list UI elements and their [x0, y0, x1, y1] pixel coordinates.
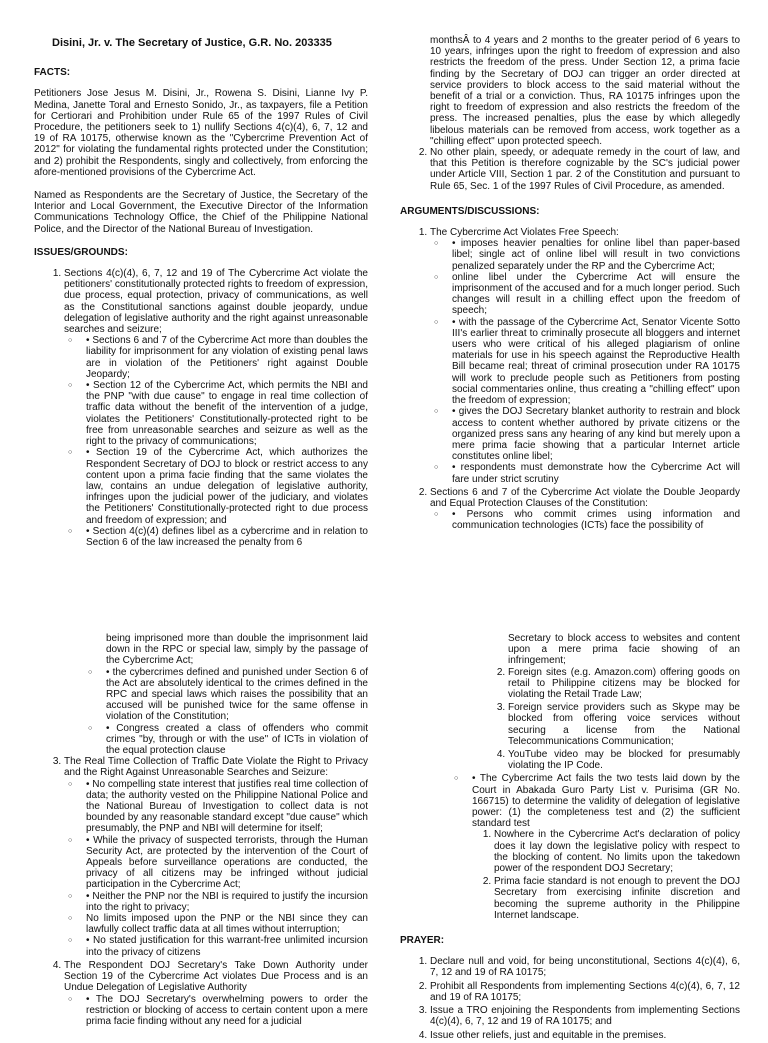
- issue-item: 2. No other plain, speedy, or adequate remedy in the court of law, and that this Petition is therefore cognizable by the SC's judicial power under Article VIII, Section 1 par. 2 of the Constitution and pursuant to Rule 65, Sec. 1 of the 1997 Rules of Civil Procedure, as amended.: [430, 147, 740, 192]
- argument-sub-item: ○ • gives the DOJ Secretary blanket authority to restrain and block access to content whether authored by private citizens or the organized press sans any hearing of any kind but merely upon a mere prima facie showing that a particular Internet article constitutes online libel;: [452, 406, 740, 462]
- argument-item: [64, 960, 368, 1027]
- prayer-item: 1. Declare null and void, for being unconstitutional, Sections 4(c)(4), 6, 7, 12 and 19 of RA 10175;: [430, 956, 740, 978]
- argument-sub-item: ○ • Persons who commit crimes using information and communication technologies (ICTs) face the possibility of: [452, 509, 740, 531]
- issue-sub-item: ○ • Sections 6 and 7 of the Cybercrime Act more than doubles the liability for imprisonment for any violation of existing penal laws are in violation of the Petitioners' right against Double Jeopardy;: [86, 335, 368, 380]
- issue-sub-item: ○ • Section 4(c)(4) defines libel as a cybercrime and in relation to Section 6 of the law increased the penalty from 6: [86, 526, 368, 548]
- issue-sub-list: [64, 335, 368, 548]
- argument-sub-item: ○ No limits imposed upon the PNP or the NBI since they can lawfully collect traffic data at all times without interruption;: [86, 913, 368, 935]
- issue-sub-item: ○ • Section 12 of the Cybercrime Act, which permits the NBI and the PNP "with due cause" to engage in real time collection of traffic data without the benefit of the intervention of a judge, violates the Petitioners' Constitutionally-protected right to be free from unreasonable searches and seizure as well as the right to the privacy of communications;: [86, 380, 368, 447]
- facts-paragraph-2: Named as Respondents are the Secretary of Justice, the Secretary of the Interior and Local Government, the Executive Director of the Information Communications Technology Office, the Chief of the Philippine National Police, and the Director of the National Bureau of Investigation.: [34, 190, 368, 235]
- arguments-list-continued: [34, 756, 368, 1027]
- argument-sub-item: [472, 773, 740, 921]
- issues-list-continued: [400, 147, 740, 192]
- argument-sub-item: ○ • the cybercrimes defined and punished under Section 6 of the Act are absolutely identical to the crimes defined in the RPC and special laws which raises the possibility that an accused will be punished twice for the same offense in violation of the Constitution;: [106, 667, 368, 723]
- argument-sub-list: [400, 773, 740, 921]
- argument-text: The Cybercrime Act Violates Free Speech:: [430, 227, 619, 239]
- page2-right-column: [400, 633, 740, 1043]
- prayer-list: [400, 956, 740, 1040]
- prayer-item: 3. Issue a TRO enjoining the Respondents from implementing Sections 4(c)(4), 6, 7, 12 and 19 of RA 10175; and: [430, 1005, 740, 1027]
- example-item: 4. YouTube video may be blocked for presumably violating the IP Code.: [508, 749, 740, 771]
- argument-sub-item: ○ online libel under the Cybercrime Act will ensure the imprisonment of the accused and for a much longer period. Such changes will result in a chilling effect upon the freedom of speech;: [452, 272, 740, 317]
- argument-sub-list: [64, 779, 368, 958]
- arguments-list: [400, 227, 740, 531]
- argument-item: [430, 227, 740, 485]
- issues-list: [34, 268, 368, 548]
- argument-text: The Respondent DOJ Secretary's Take Down Authority under Section 19 of the Cybercrime Act violates Due Process and is an Undue Delegation of Legislative Authority: [64, 959, 368, 994]
- test-item: 2. Prima facie standard is not enough to prevent the DOJ Secretary from exercising infinite discretion and becoming the supreme authority in the Philippine Internet landscape.: [494, 876, 740, 921]
- facts-heading: FACTS:: [34, 67, 71, 79]
- facts-paragraph-1: Petitioners Jose Jesus M. Disini, Jr., Rowena S. Disini, Lianne Ivy P. Medina, Janette Toral and Ernesto Sonido, Jr., as taxpayers, file a Petition for Certiorari and Prohibition under Rule 65 of the 1997 Rules of Civil Procedure, the petitioners seek to 1) nullify Sections 4(c)(4), 6, 7, 12 and 19 of RA 10175, otherwise known as the "Cybercrime Prevention Act of 2012" for violating the fundamental rights protected under the Constitution; and 2) prohibit the Respondents, singly and collectively, from enforcing the afore-mentioned provisions of the Cybercrime Act.: [34, 88, 368, 178]
- continued-text: being imprisoned more than double the imprisonment laid down in the RPC or special law, simply by the passage of the Cybercrime Act;: [106, 633, 368, 667]
- issue-sub-item: ○ • Section 19 of the Cybercrime Act, which authorizes the Respondent Secretary of DOJ to block or restrict access to any content upon a prima facie finding that the same violates the law, contains an undue delegation of legislative authority, infringes upon the judicial power of the judiciary, and violates the Petitioners' Constitutionally-protected right to due process and freedom of expression; and: [86, 447, 368, 525]
- argument-sub-list: [430, 509, 740, 531]
- argument-sub-item: ○ • No stated justification for this warrant-free unlimited incursion into the privacy of citizens: [86, 935, 368, 957]
- prayer-item: 2. Prohibit all Respondents from implementing Sections 4(c)(4), 6, 7, 12 and 19 of RA 10175;: [430, 981, 740, 1003]
- argument-item: [430, 487, 740, 532]
- argument-sub-list: [64, 994, 368, 1028]
- example-item: 2. Foreign sites (e.g. Amazon.com) offering goods on retail to Philippine citizens may be blocked for violating the Retail Trade Law;: [508, 667, 740, 701]
- prayer-item: 4. Issue other reliefs, just and equitable in the premises.: [430, 1030, 740, 1041]
- argument-sub-item: ○ • Congress created a class of offenders who commit crimes "by, through or with the use" of ICTs in violation of the equal protection clause: [106, 723, 368, 757]
- tests-list: [472, 829, 740, 921]
- argument-sub-item: ○ • No compelling state interest that justifies real time collection of data; the authority vested on the Philippine National Police and the National Bureau of Investigation to collect data is not bounded by any reasonable standard except "due cause" which presumably, the PNP and NBI will determine for itself;: [86, 779, 368, 835]
- argument-sub-item: ○ • The DOJ Secretary's overwhelming powers to order the restriction or blocking of access to certain content upon a mere prima facie finding without any need for a judicial: [86, 994, 368, 1028]
- argument-sub-list: [430, 238, 740, 484]
- issue-item: [64, 268, 368, 548]
- prayer-heading: PRAYER:: [400, 935, 445, 947]
- argument-sub-item: ○ • with the passage of the Cybercrime Act, Senator Vicente Sotto III's earlier threat to criminally prosecute all bloggers and internet users who were critical of his alleged plagiarism of online materials for use in his speech against the Reproductive Health Bill became real; threat of criminal prosecution under RA 10175 will work to preclude people such as Petitioners from posting social commentaries online, thus creating a "chilling effect" upon the freedom of expression;: [452, 317, 740, 407]
- argument-text: The Real Time Collection of Traffic Date Violate the Right to Privacy and the Right Against Unreasonable Searches and Seizure:: [64, 756, 368, 779]
- arguments-heading: ARGUMENTS/DISCUSSIONS:: [400, 205, 540, 217]
- continued-text: Secretary to block access to websites and content upon a mere prima facie showing of an infringement;: [508, 633, 740, 667]
- page1-right-column: [400, 35, 740, 534]
- page2-left-column: [34, 633, 368, 1029]
- example-item: 3. Foreign service providers such as Skype may be blocked from offering voice services without securing a license from the National Telecommunications Communication;: [508, 702, 740, 747]
- document-page-2: [0, 605, 768, 1041]
- argument-sub-text: • The Cybercrime Act fails the two tests laid down by the Court in Abakada Guro Party List v. Purisima (GR No. 166715) to determine the validity of delegation of legislative power: (1) the completeness test and (2) the sufficient standard test: [472, 773, 740, 830]
- case-title: Disini, Jr. v. The Secretary of Justice, G.R. No. 203335: [52, 37, 332, 49]
- test-item: 1. Nowhere in the Cybercrime Act's declaration of policy does it lay down the legislative policy with respect to the blocking of content. No limits upon the takedown power of the respondent DOJ Secretary;: [494, 829, 740, 874]
- argument-sub-list: [34, 667, 368, 757]
- argument-sub-item: ○ • Neither the PNP nor the NBI is required to justify the incursion into the right to privacy;: [86, 891, 368, 913]
- argument-text: Sections 6 and 7 of the Cybercrime Act violate the Double Jeopardy and Equal Protection Clauses of the Constitution:: [430, 486, 740, 509]
- continued-text: monthsÂ to 4 years and 2 months to the greater period of 6 years to 10 years, infringes upon the right to freedom of expression and also restricts the freedom of the press. Under Section 12, a prima facie finding by the Secretary of DOJ can trigger an order directed at service providers to block access to the said material without the benefit of a trial or a conviction. Thus, RA 10175 infringes upon the right to freedom of expression and also restricts the freedom of the press. The increased penalties, plus the ease by which allegedly libelous materials can be removed from access, work together as a "chilling effect" upon protected speech.: [430, 35, 740, 147]
- issue-text: Sections 4(c)(4), 6, 7, 12 and 19 of The Cybercrime Act violate the petitioners' constitutionally protected rights to freedom of expression, due process, equal protection, privacy of communications, as well as the Constitutional sanctions against double jeopardy, undue delegation of legislative authority and the right against unreasonable searches and seizure;: [64, 268, 368, 336]
- blocking-examples-list: [400, 667, 740, 772]
- argument-item: [64, 756, 368, 958]
- issues-heading: ISSUES/GROUNDS:: [34, 246, 128, 258]
- argument-sub-item: ○ • imposes heavier penalties for online libel than paper-based libel; single act of online libel will result in two convictions penalized separately under the RP and the Cybercrime Act;: [452, 238, 740, 272]
- page1-left-column: [34, 38, 368, 550]
- argument-sub-item: ○ • While the privacy of suspected terrorists, through the Human Security Act, are protected by the intervention of the Court of Appeals before surveillance operations are conducted, the privacy of all citizens may be infringed without judicial participation in the Cybercrime Act;: [86, 835, 368, 891]
- argument-sub-item: ○ • respondents must demonstrate how the Cybercrime Act will fare under strict scrutiny: [452, 462, 740, 484]
